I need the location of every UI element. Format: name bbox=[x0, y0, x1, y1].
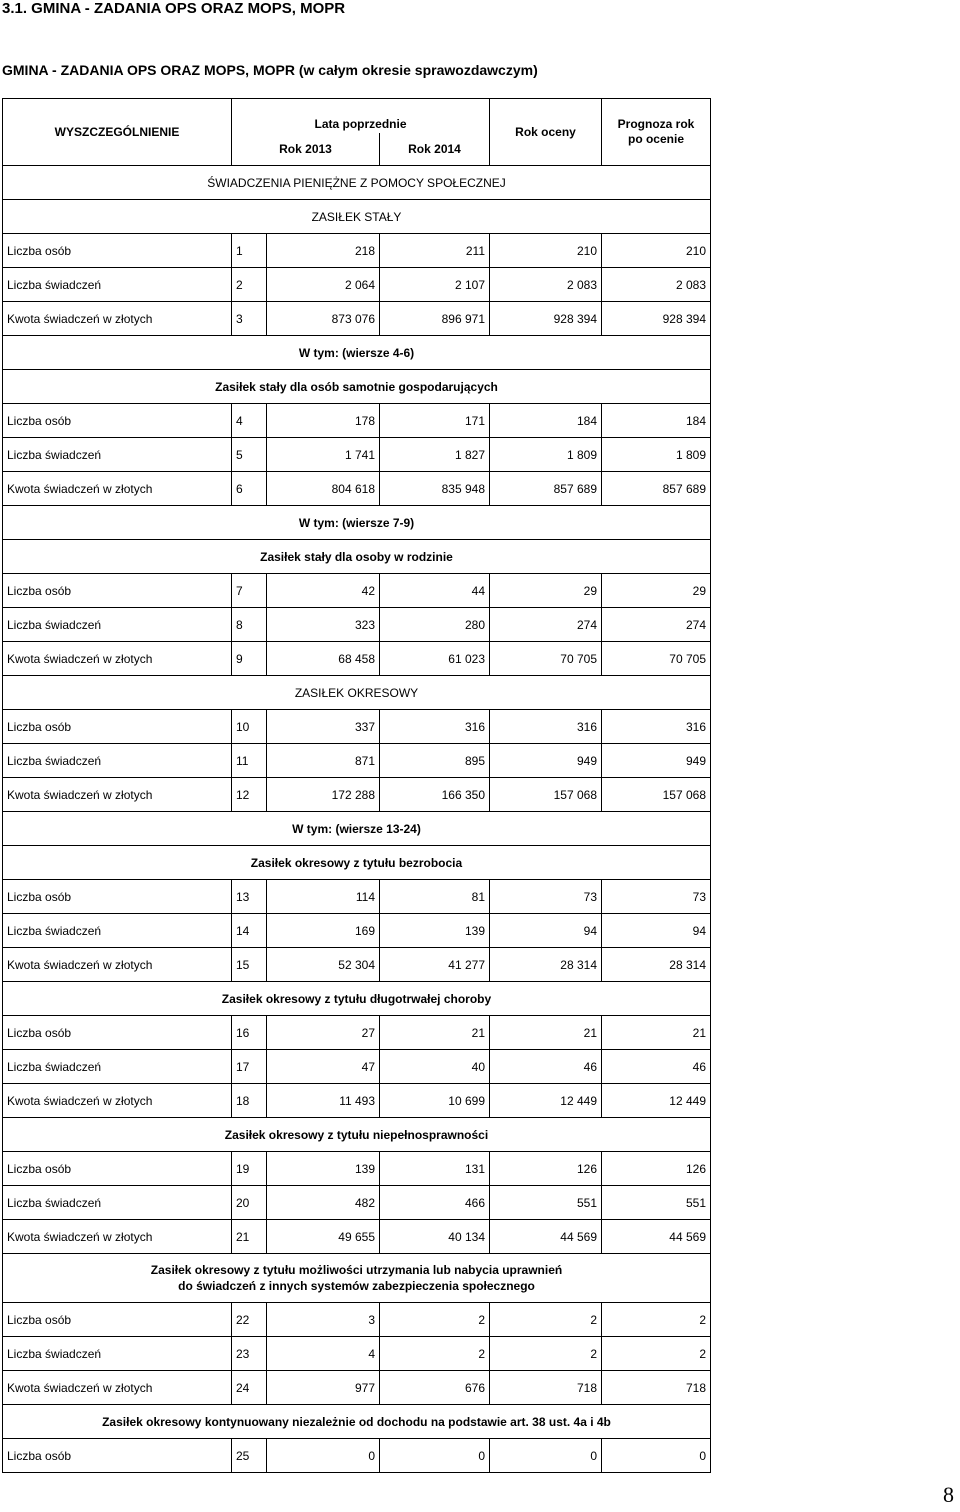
value-2014: 1 827 bbox=[380, 438, 490, 472]
value-2013: 482 bbox=[267, 1186, 380, 1220]
table-row bbox=[3, 778, 711, 812]
section-band-text: ZASIŁEK STAŁY bbox=[311, 209, 402, 224]
value-2013: 178 bbox=[267, 404, 380, 438]
value-forecast: 73 bbox=[602, 880, 711, 914]
section-band-text: W tym: (wiersze 4-6) bbox=[298, 345, 415, 360]
value-2013: 68 458 bbox=[267, 642, 380, 676]
value-2014: 81 bbox=[380, 880, 490, 914]
header-year-2013: Rok 2013 bbox=[232, 133, 380, 166]
value-2014: 61 023 bbox=[380, 642, 490, 676]
table-row bbox=[3, 1371, 711, 1405]
value-assessment-year: 184 bbox=[490, 404, 602, 438]
table-row bbox=[3, 1220, 711, 1254]
value-assessment-year: 46 bbox=[490, 1050, 602, 1084]
value-2014: 131 bbox=[380, 1152, 490, 1186]
section-band-text: W tym: (wiersze 13-24) bbox=[292, 821, 421, 836]
row-number: 3 bbox=[232, 302, 267, 336]
header-year-2014: Rok 2014 bbox=[380, 133, 490, 166]
row-number: 11 bbox=[232, 744, 267, 778]
section-band-row bbox=[3, 676, 711, 710]
value-2014: 21 bbox=[380, 1016, 490, 1050]
row-label: Liczba osób bbox=[3, 574, 232, 608]
value-assessment-year: 551 bbox=[490, 1186, 602, 1220]
value-2013: 873 076 bbox=[267, 302, 380, 336]
value-forecast: 274 bbox=[602, 608, 711, 642]
row-number: 22 bbox=[232, 1303, 267, 1337]
value-assessment-year: 70 705 bbox=[490, 642, 602, 676]
value-2013: 27 bbox=[267, 1016, 380, 1050]
section-band-row bbox=[3, 846, 711, 880]
row-number: 4 bbox=[232, 404, 267, 438]
row-label: Kwota świadczeń w złotych bbox=[3, 302, 232, 336]
value-2013: 1 741 bbox=[267, 438, 380, 472]
header-forecast-line1: Prognoza rok bbox=[617, 117, 695, 131]
row-number: 1 bbox=[232, 234, 267, 268]
value-2014: 316 bbox=[380, 710, 490, 744]
table-row bbox=[3, 1337, 711, 1371]
value-assessment-year: 857 689 bbox=[490, 472, 602, 506]
table-row bbox=[3, 1439, 711, 1473]
section-band-row bbox=[3, 1254, 711, 1303]
value-forecast: 1 809 bbox=[602, 438, 711, 472]
value-forecast: 28 314 bbox=[602, 948, 711, 982]
value-2014: 896 971 bbox=[380, 302, 490, 336]
row-label: Kwota świadczeń w złotych bbox=[3, 1371, 232, 1405]
header-spec: WYSZCZEGÓLNIENIE bbox=[3, 99, 232, 166]
row-label: Kwota świadczeń w złotych bbox=[3, 472, 232, 506]
value-assessment-year: 29 bbox=[490, 574, 602, 608]
section-band-label bbox=[3, 200, 711, 234]
section-band-text: W tym: (wiersze 7-9) bbox=[298, 515, 415, 530]
row-label: Liczba osób bbox=[3, 1016, 232, 1050]
value-assessment-year: 274 bbox=[490, 608, 602, 642]
value-2014: 835 948 bbox=[380, 472, 490, 506]
header-assessment-year: Rok oceny bbox=[490, 99, 602, 166]
value-assessment-year: 210 bbox=[490, 234, 602, 268]
row-number: 6 bbox=[232, 472, 267, 506]
value-2013: 2 064 bbox=[267, 268, 380, 302]
value-assessment-year: 1 809 bbox=[490, 438, 602, 472]
value-2014: 41 277 bbox=[380, 948, 490, 982]
value-forecast: 94 bbox=[602, 914, 711, 948]
header-forecast-line2: po ocenie bbox=[627, 132, 684, 146]
value-2014: 280 bbox=[380, 608, 490, 642]
value-forecast: 949 bbox=[602, 744, 711, 778]
row-number: 5 bbox=[232, 438, 267, 472]
value-2013: 804 618 bbox=[267, 472, 380, 506]
table-row bbox=[3, 1084, 711, 1118]
value-forecast: 2 bbox=[602, 1303, 711, 1337]
table-row bbox=[3, 438, 711, 472]
value-2013: 0 bbox=[267, 1439, 380, 1473]
table-row bbox=[3, 1303, 711, 1337]
table-row bbox=[3, 472, 711, 506]
table-row bbox=[3, 302, 711, 336]
value-2013: 52 304 bbox=[267, 948, 380, 982]
section-band-row bbox=[3, 200, 711, 234]
table-row bbox=[3, 404, 711, 438]
section-band-text: Zasiłek stały dla osoby w rodzinie bbox=[260, 549, 453, 564]
value-forecast: 29 bbox=[602, 574, 711, 608]
value-2014: 166 350 bbox=[380, 778, 490, 812]
header-forecast bbox=[602, 99, 711, 166]
value-2014: 10 699 bbox=[380, 1084, 490, 1118]
value-2013: 977 bbox=[267, 1371, 380, 1405]
value-forecast: 857 689 bbox=[602, 472, 711, 506]
value-2013: 172 288 bbox=[267, 778, 380, 812]
row-label: Kwota świadczeń w złotych bbox=[3, 1220, 232, 1254]
document-title: GMINA - ZADANIA OPS ORAZ MOPS, MOPR (w całym okresie sprawozdawczym) bbox=[2, 62, 538, 78]
value-2013: 3 bbox=[267, 1303, 380, 1337]
value-forecast: 126 bbox=[602, 1152, 711, 1186]
row-number: 12 bbox=[232, 778, 267, 812]
row-number: 8 bbox=[232, 608, 267, 642]
value-2014: 171 bbox=[380, 404, 490, 438]
table-row bbox=[3, 880, 711, 914]
section-title: 3.1. GMINA - ZADANIA OPS ORAZ MOPS, MOPR bbox=[2, 0, 346, 17]
table-row bbox=[3, 1186, 711, 1220]
value-2014: 139 bbox=[380, 914, 490, 948]
section-band-label bbox=[3, 336, 711, 370]
value-2013: 139 bbox=[267, 1152, 380, 1186]
row-number: 24 bbox=[232, 1371, 267, 1405]
value-assessment-year: 949 bbox=[490, 744, 602, 778]
header-prev-years: Lata poprzednie bbox=[232, 99, 490, 133]
table-row bbox=[3, 574, 711, 608]
value-forecast: 157 068 bbox=[602, 778, 711, 812]
section-band-text-line2: do świadczeń z innych systemów zabezpieczenia społecznego bbox=[178, 1279, 535, 1293]
section-band-label bbox=[3, 846, 711, 880]
row-number: 14 bbox=[232, 914, 267, 948]
value-2013: 47 bbox=[267, 1050, 380, 1084]
section-band-row bbox=[3, 812, 711, 846]
row-number: 25 bbox=[232, 1439, 267, 1473]
value-2014: 2 107 bbox=[380, 268, 490, 302]
value-assessment-year: 126 bbox=[490, 1152, 602, 1186]
value-2013: 49 655 bbox=[267, 1220, 380, 1254]
value-assessment-year: 2 bbox=[490, 1337, 602, 1371]
row-label: Liczba osób bbox=[3, 880, 232, 914]
header-row bbox=[3, 99, 711, 133]
value-2014: 2 bbox=[380, 1337, 490, 1371]
section-band-text: Zasiłek stały dla osób samotnie gospodarujących bbox=[215, 379, 498, 394]
table-row bbox=[3, 268, 711, 302]
row-number: 19 bbox=[232, 1152, 267, 1186]
section-band-row bbox=[3, 370, 711, 404]
value-assessment-year: 12 449 bbox=[490, 1084, 602, 1118]
section-band-text: Zasiłek okresowy kontynuowany niezależnie od dochodu na podstawie art. 38 ust. 4a i 4b bbox=[102, 1414, 611, 1429]
value-assessment-year: 2 083 bbox=[490, 268, 602, 302]
section-band-text: Zasiłek okresowy z tytułu długotrwałej choroby bbox=[221, 991, 492, 1006]
value-forecast: 12 449 bbox=[602, 1084, 711, 1118]
section-band-text: ŚWIADCZENIA PIENIĘŻNE Z POMOCY SPOŁECZNEJ bbox=[207, 175, 506, 190]
table-row bbox=[3, 744, 711, 778]
row-number: 23 bbox=[232, 1337, 267, 1371]
section-band-text: Zasiłek okresowy z tytułu możliwości utrzymania lub nabycia uprawnień bbox=[150, 1263, 563, 1277]
section-band-label bbox=[3, 1118, 711, 1152]
row-label: Liczba świadczeń bbox=[3, 1050, 232, 1084]
section-band-text: ZASIŁEK OKRESOWY bbox=[294, 685, 419, 700]
value-forecast: 184 bbox=[602, 404, 711, 438]
section-band-text: Zasiłek okresowy z tytułu niepełnosprawności bbox=[224, 1127, 489, 1142]
section-band-label bbox=[3, 370, 711, 404]
section-band-label bbox=[3, 166, 711, 200]
row-label: Liczba osób bbox=[3, 1152, 232, 1186]
value-assessment-year: 21 bbox=[490, 1016, 602, 1050]
report-table bbox=[2, 98, 711, 1473]
value-forecast: 928 394 bbox=[602, 302, 711, 336]
table-row bbox=[3, 234, 711, 268]
report-body bbox=[3, 166, 711, 1473]
value-forecast: 2 bbox=[602, 1337, 711, 1371]
row-number: 13 bbox=[232, 880, 267, 914]
page-number: 8 bbox=[943, 1482, 954, 1507]
value-2014: 676 bbox=[380, 1371, 490, 1405]
value-assessment-year: 718 bbox=[490, 1371, 602, 1405]
value-2013: 114 bbox=[267, 880, 380, 914]
row-number: 18 bbox=[232, 1084, 267, 1118]
section-band-row bbox=[3, 1118, 711, 1152]
value-forecast: 718 bbox=[602, 1371, 711, 1405]
value-forecast: 44 569 bbox=[602, 1220, 711, 1254]
value-2013: 218 bbox=[267, 234, 380, 268]
value-forecast: 0 bbox=[602, 1439, 711, 1473]
row-label: Liczba osób bbox=[3, 404, 232, 438]
row-label: Liczba osób bbox=[3, 710, 232, 744]
value-assessment-year: 157 068 bbox=[490, 778, 602, 812]
value-assessment-year: 2 bbox=[490, 1303, 602, 1337]
value-2014: 0 bbox=[380, 1439, 490, 1473]
value-assessment-year: 0 bbox=[490, 1439, 602, 1473]
value-2013: 4 bbox=[267, 1337, 380, 1371]
value-2013: 323 bbox=[267, 608, 380, 642]
value-2013: 337 bbox=[267, 710, 380, 744]
row-number: 7 bbox=[232, 574, 267, 608]
value-2014: 2 bbox=[380, 1303, 490, 1337]
value-forecast: 46 bbox=[602, 1050, 711, 1084]
section-band-label bbox=[3, 1405, 711, 1439]
row-label: Liczba świadczeń bbox=[3, 1186, 232, 1220]
table-row bbox=[3, 710, 711, 744]
value-forecast: 70 705 bbox=[602, 642, 711, 676]
value-forecast: 2 083 bbox=[602, 268, 711, 302]
value-2013: 169 bbox=[267, 914, 380, 948]
value-assessment-year: 94 bbox=[490, 914, 602, 948]
table-row bbox=[3, 642, 711, 676]
value-forecast: 21 bbox=[602, 1016, 711, 1050]
row-label: Liczba świadczeń bbox=[3, 608, 232, 642]
section-band-label bbox=[3, 812, 711, 846]
section-band-row bbox=[3, 506, 711, 540]
row-label: Liczba świadczeń bbox=[3, 914, 232, 948]
value-2014: 44 bbox=[380, 574, 490, 608]
row-label: Liczba osób bbox=[3, 234, 232, 268]
table-row bbox=[3, 948, 711, 982]
row-label: Liczba osób bbox=[3, 1439, 232, 1473]
table-row bbox=[3, 1152, 711, 1186]
value-forecast: 210 bbox=[602, 234, 711, 268]
section-band-label bbox=[3, 1254, 711, 1303]
section-band-label bbox=[3, 676, 711, 710]
value-assessment-year: 316 bbox=[490, 710, 602, 744]
row-label: Liczba świadczeń bbox=[3, 438, 232, 472]
row-label: Kwota świadczeń w złotych bbox=[3, 778, 232, 812]
value-2013: 871 bbox=[267, 744, 380, 778]
table-row bbox=[3, 914, 711, 948]
value-2014: 211 bbox=[380, 234, 490, 268]
table-row bbox=[3, 608, 711, 642]
row-number: 17 bbox=[232, 1050, 267, 1084]
value-2013: 11 493 bbox=[267, 1084, 380, 1118]
row-number: 16 bbox=[232, 1016, 267, 1050]
value-2014: 895 bbox=[380, 744, 490, 778]
value-assessment-year: 44 569 bbox=[490, 1220, 602, 1254]
value-2014: 466 bbox=[380, 1186, 490, 1220]
section-band-row bbox=[3, 336, 711, 370]
section-band-label bbox=[3, 540, 711, 574]
value-forecast: 316 bbox=[602, 710, 711, 744]
row-number: 15 bbox=[232, 948, 267, 982]
section-band-label bbox=[3, 982, 711, 1016]
section-band-row bbox=[3, 982, 711, 1016]
value-assessment-year: 28 314 bbox=[490, 948, 602, 982]
row-number: 10 bbox=[232, 710, 267, 744]
section-band-row bbox=[3, 1405, 711, 1439]
value-2013: 42 bbox=[267, 574, 380, 608]
section-band-label bbox=[3, 506, 711, 540]
section-band-text: Zasiłek okresowy z tytułu bezrobocia bbox=[250, 855, 463, 870]
row-label: Kwota świadczeń w złotych bbox=[3, 642, 232, 676]
value-assessment-year: 928 394 bbox=[490, 302, 602, 336]
row-label: Liczba świadczeń bbox=[3, 268, 232, 302]
table-row bbox=[3, 1016, 711, 1050]
row-label: Liczba świadczeń bbox=[3, 744, 232, 778]
value-forecast: 551 bbox=[602, 1186, 711, 1220]
row-label: Liczba świadczeń bbox=[3, 1337, 232, 1371]
row-number: 9 bbox=[232, 642, 267, 676]
table-row bbox=[3, 1050, 711, 1084]
section-band-row bbox=[3, 166, 711, 200]
value-2014: 40 bbox=[380, 1050, 490, 1084]
row-label: Liczba osób bbox=[3, 1303, 232, 1337]
row-number: 2 bbox=[232, 268, 267, 302]
row-label: Kwota świadczeń w złotych bbox=[3, 948, 232, 982]
value-2014: 40 134 bbox=[380, 1220, 490, 1254]
row-number: 21 bbox=[232, 1220, 267, 1254]
section-band-row bbox=[3, 540, 711, 574]
row-label: Kwota świadczeń w złotych bbox=[3, 1084, 232, 1118]
value-assessment-year: 73 bbox=[490, 880, 602, 914]
row-number: 20 bbox=[232, 1186, 267, 1220]
